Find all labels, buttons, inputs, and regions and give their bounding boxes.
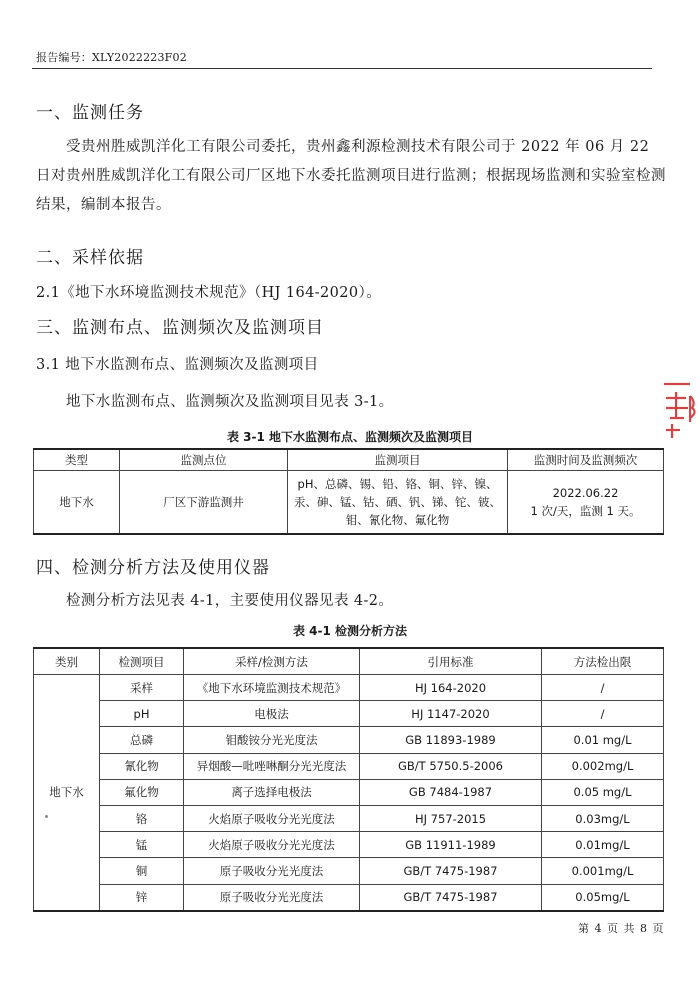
section-4-heading: 四、检测分析方法及使用仪器: [36, 558, 270, 578]
cell-item: 采样: [100, 675, 184, 701]
col-header-point: 监测点位: [120, 449, 288, 471]
table-row: [34, 884, 664, 911]
cell-point: 厂区下游监测井: [120, 471, 288, 535]
cell-limit: 0.01 mg/L: [542, 727, 664, 753]
cell-item: 总磷: [100, 727, 184, 753]
items-line-3: 钼、氰化物、氟化物: [345, 513, 450, 527]
cell-standard: GB 7484-1987: [360, 779, 542, 805]
section-2-heading: 二、采样依据: [36, 248, 144, 268]
cell-limit: 0.03mg/L: [542, 805, 664, 831]
cell-standard: GB/T 7475-1987: [360, 884, 542, 911]
sampling-date: 2022.06.22: [552, 486, 619, 500]
cell-item: 氟化物: [100, 779, 184, 805]
table-3-1: [33, 448, 664, 535]
cell-standard: HJ 757-2015: [360, 805, 542, 831]
col-header-items: 监测项目: [288, 449, 508, 471]
cell-standard: GB 11893-1989: [360, 727, 542, 753]
col-header-limit: 方法检出限: [542, 648, 664, 675]
cell-method: 电极法: [184, 701, 360, 727]
cell-items: [288, 471, 508, 535]
section-4-text: 检测分析方法见表 4-1，主要使用仪器见表 4-2。: [66, 593, 394, 609]
cell-method: 离子选择电极法: [184, 779, 360, 805]
scan-speck: [45, 815, 48, 818]
cell-method: 原子吸收分光光度法: [184, 858, 360, 884]
cell-item: 锰: [100, 832, 184, 858]
cell-method: 异烟酸—吡唑啉酮分光光度法: [184, 753, 360, 779]
section-3-heading: 三、监测布点、监测频次及监测项目: [36, 318, 324, 338]
cell-limit: /: [542, 701, 664, 727]
col-header-item: 检测项目: [100, 648, 184, 675]
cell-standard: GB/T 5750.5-2006: [360, 753, 542, 779]
cell-item: 铬: [100, 805, 184, 831]
header-divider: [32, 68, 652, 69]
cell-standard: HJ 1147-2020: [360, 701, 542, 727]
table-header-row: [34, 449, 664, 471]
table-header-row: [34, 648, 664, 675]
table-row: [34, 858, 664, 884]
section-3-subheading: 3.1 地下水监测布点、监测频次及监测项目: [36, 357, 319, 373]
table-row: [34, 753, 664, 779]
cell-item: 氰化物: [100, 753, 184, 779]
page-number: 第 4 页 共 8 页: [578, 922, 665, 935]
cell-item: pH: [100, 701, 184, 727]
cell-method: 原子吸收分光光度法: [184, 884, 360, 911]
items-line-2: 汞、砷、锰、钴、硒、钒、锑、铊、铍、: [294, 495, 501, 509]
cell-category: 地下水: [34, 675, 100, 911]
cell-method: 钼酸铵分光光度法: [184, 727, 360, 753]
report-number: 报告编号：XLY2022223F02: [36, 51, 187, 64]
table-row: [34, 471, 664, 535]
table-4-1: [33, 647, 664, 912]
cell-standard: GB/T 7475-1987: [360, 858, 542, 884]
cell-type: 地下水: [34, 471, 120, 535]
cell-standard: GB 11911-1989: [360, 832, 542, 858]
cell-limit: 0.001mg/L: [542, 858, 664, 884]
cell-limit: 0.05mg/L: [542, 884, 664, 911]
table-row: [34, 727, 664, 753]
table-row: [34, 832, 664, 858]
section-3-text: 地下水监测布点、监测频次及监测项目见表 3-1。: [66, 394, 394, 410]
cell-method: 火焰原子吸收分光光度法: [184, 805, 360, 831]
cell-limit: 0.05 mg/L: [542, 779, 664, 805]
col-header-frequency: 监测时间及监测频次: [508, 449, 664, 471]
cell-method: 火焰原子吸收分光光度法: [184, 832, 360, 858]
items-line-1: pH、总磷、锡、铅、铬、铜、锌、镍、: [297, 477, 498, 491]
table-row: [34, 701, 664, 727]
table-row: [34, 675, 664, 701]
sampling-frequency: 1 次/天，监测 1 天。: [530, 504, 641, 518]
cell-method: 《地下水环境监测技术规范》: [184, 675, 360, 701]
col-header-standard: 引用标准: [360, 648, 542, 675]
cell-item: 锌: [100, 884, 184, 911]
col-header-method: 采样/检测方法: [184, 648, 360, 675]
seal-stamp-fragment-icon: [660, 378, 700, 458]
section-1-paragraph: 受贵州胜威凯洋化工有限公司委托，贵州鑫利源检测技术有限公司于 2022 年 06 月 22 日对贵州胜威凯洋化工有限公司厂区地下水委托监测项目进行监测；根据现场监测和实验室检测结果，编制本报告。: [36, 139, 666, 213]
col-header-category: 类别: [34, 648, 100, 675]
table-4-1-caption: 表 4-1 检测分析方法: [292, 624, 408, 638]
cell-limit: /: [542, 675, 664, 701]
cell-limit: 0.002mg/L: [542, 753, 664, 779]
section-1-heading: 一、监测任务: [36, 103, 144, 123]
table-row: [34, 805, 664, 831]
table-row: [34, 779, 664, 805]
cell-item: 铜: [100, 858, 184, 884]
col-header-type: 类型: [34, 449, 120, 471]
section-2-item: 2.1《地下水环境监测技术规范》（HJ 164-2020）。: [36, 285, 382, 301]
table-3-1-caption: 表 3-1 地下水监测布点、监测频次及监测项目: [226, 430, 474, 444]
cell-standard: HJ 164-2020: [360, 675, 542, 701]
cell-limit: 0.01mg/L: [542, 832, 664, 858]
cell-frequency: [508, 471, 664, 535]
